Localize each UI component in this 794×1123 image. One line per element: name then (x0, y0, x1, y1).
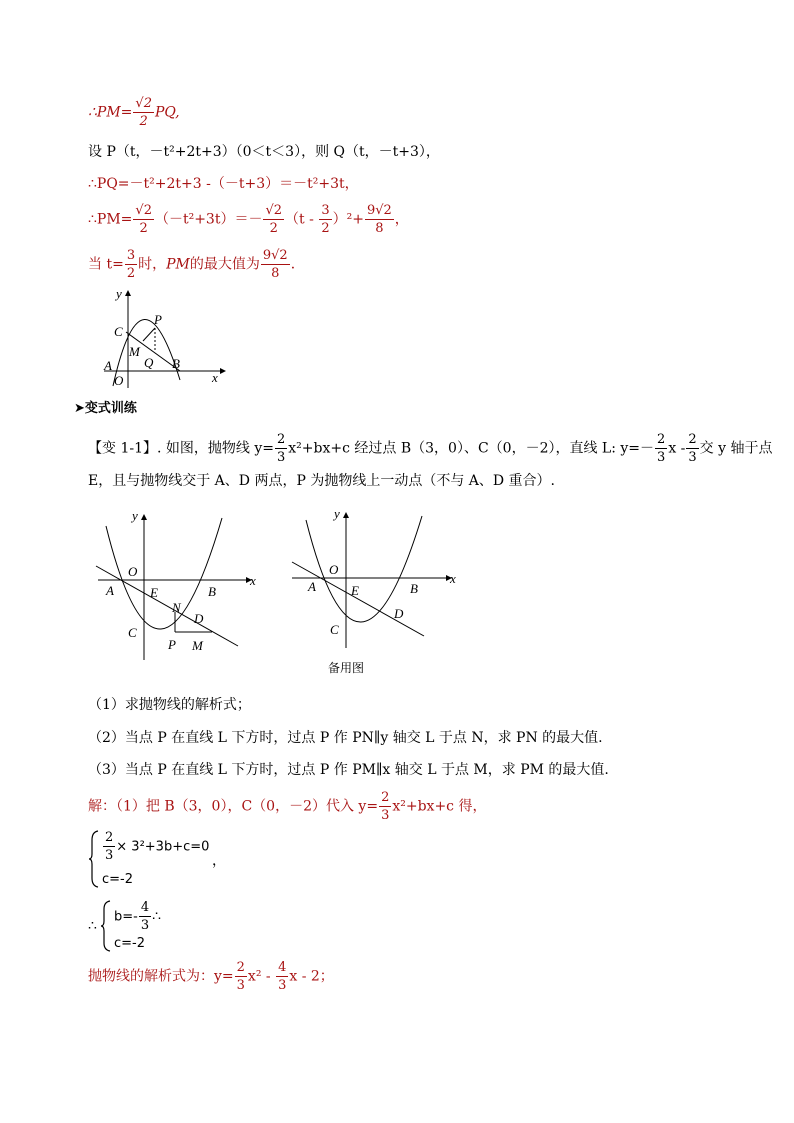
sqrt2-over-2-fraction (133, 96, 154, 129)
fraction-denominator: 8 (271, 266, 280, 281)
fig2-a-label: A (106, 583, 114, 598)
final-answer-line (88, 960, 334, 993)
sqrt2-over-2-fraction (263, 203, 284, 236)
question-2: （2）当点 P 在直线 L 下方时，过点 P 作 PN∥y 轴交 L 于点 N，求 PN 的最大值. (88, 730, 603, 746)
fraction-numerator: √2 (135, 96, 152, 111)
fig1-p-label: P (154, 312, 162, 327)
fig1-x-label: x (212, 370, 218, 385)
sqrt2-over-2-fraction (133, 203, 154, 236)
solution-line1-b: x²+bx+c 得， (392, 798, 487, 815)
fraction-numerator: 2 (381, 790, 390, 805)
fig3-e-label: E (351, 583, 359, 598)
two-thirds-fraction (686, 432, 698, 465)
solution-line1-a: 解：（1）把 B（3，0），C（0，－2）代入 y= (88, 798, 379, 815)
figure-caption-spare: 备用图 (328, 661, 365, 675)
system2-row1-tail: ∴ (152, 908, 162, 925)
system1-row1 (102, 830, 209, 863)
fraction-numerator: 2 (105, 830, 114, 845)
fig1-o-label: O (114, 373, 124, 388)
fig3-y-label: y (334, 506, 340, 521)
system1-row1-tail: × 3²+3b+c=0 (116, 839, 210, 855)
figure-parabola-spare (288, 506, 468, 666)
fraction-denominator: 2 (126, 266, 136, 281)
fig2-b-label: B (208, 584, 216, 599)
fraction-numerator: 2 (277, 432, 286, 447)
when-t-mid: 时， (138, 256, 167, 273)
equation-system-2 (88, 900, 268, 956)
fig1-y-label: y (116, 286, 122, 301)
fraction-denominator: 3 (657, 450, 666, 465)
fraction-numerator: 3 (321, 203, 330, 218)
fig3-d-label: D (394, 606, 404, 621)
fig2-e-label: E (150, 585, 158, 600)
section-heading-practice: ➤变式训练 (74, 401, 137, 416)
fig2-n-label: N (172, 600, 181, 615)
fraction-numerator: 2 (236, 960, 245, 975)
fraction-denominator: 3 (236, 978, 245, 993)
fraction-denominator: 2 (321, 221, 330, 236)
fraction-numerator: 4 (140, 900, 150, 915)
system2-row2: c=-2 (114, 936, 146, 951)
fraction-numerator: 9√2 (262, 248, 288, 263)
solution-line-pq: ∴PQ=－t²+2t+3 -（－t+3）＝－t²+3t， (88, 176, 359, 192)
fig2-m-label: M (192, 638, 203, 653)
system1-row2: c=-2 (102, 872, 134, 887)
three-halves-fraction (319, 203, 331, 236)
problem-line1-c: x - (668, 440, 686, 457)
four-thirds-fraction (139, 900, 151, 933)
problem-statement-line2: E，且与抛物线交于 A、D 两点，P 为抛物线上一动点（不与 A、D 重合）. (88, 473, 556, 489)
fig1-c-label: C (114, 324, 123, 339)
pm-eq-suffix: PQ, (154, 104, 180, 121)
problem-statement-line1 (88, 432, 772, 465)
four-thirds-fraction (276, 960, 288, 993)
two-thirds-fraction (275, 432, 287, 465)
solution-line-pm-expression (88, 203, 409, 236)
system2-row1 (114, 900, 161, 933)
when-t-prefix: 当 t= (88, 256, 124, 273)
pm-expr-mid1: （－t²+3t）＝－ (154, 211, 263, 228)
fraction-denominator: 3 (277, 450, 286, 465)
three-halves-fraction (125, 248, 137, 281)
fig3-x-label: x (450, 571, 456, 586)
fig2-x-label: x (250, 573, 256, 588)
nine-sqrt2-over-8-fraction (261, 248, 290, 281)
fig1-q-label: Q (144, 355, 154, 370)
fig2-p-label: P (168, 637, 176, 652)
pm-expr-end: ， (394, 211, 409, 228)
fig3-o-label: O (329, 562, 339, 577)
fig2-c-label: C (128, 625, 137, 640)
fraction-denominator: 2 (139, 221, 148, 236)
pm-expr-mid3: ）²+ (332, 211, 364, 228)
fraction-denominator: 8 (375, 221, 384, 236)
fraction-denominator: 3 (278, 978, 287, 993)
fraction-numerator: 9√2 (366, 203, 392, 218)
fraction-denominator: 3 (140, 918, 150, 933)
fig3-a-label: A (308, 579, 316, 594)
fraction-denominator: 2 (269, 221, 278, 236)
fig1-b-label: B (172, 356, 180, 371)
figure-parabola-pn-pm (88, 506, 268, 666)
two-thirds-fraction (655, 432, 667, 465)
left-brace-icon (100, 900, 112, 952)
problem-line1-d: 交 y 轴于点 (699, 440, 773, 457)
fraction-denominator: 3 (381, 808, 390, 823)
max-value-end: ． (290, 256, 305, 273)
fig3-c-label: C (330, 622, 339, 637)
fig2-y-label: y (132, 508, 138, 523)
fraction-denominator: 3 (688, 450, 697, 465)
final-answer-a: 抛物线的解析式为：y= (88, 968, 234, 985)
fig3-b-label: B (410, 581, 418, 596)
fig2-o-label: O (128, 564, 138, 579)
question-1: （1）求抛物线的解析式； (88, 697, 251, 713)
fig2-d-label: D (194, 611, 204, 626)
two-thirds-fraction (235, 960, 247, 993)
final-answer-c: x - 2； (289, 968, 334, 985)
fig1-m-label: M (129, 344, 140, 359)
fraction-numerator: √2 (265, 203, 283, 218)
question-3: （3）当点 P 在直线 L 下方时，过点 P 作 PM∥x 轴交 L 于点 M，求 PM 的最大值. (88, 762, 609, 778)
system2-row1-head: b=- (114, 909, 138, 925)
pm-expr-mid2: （t - (285, 211, 319, 228)
two-thirds-fraction (103, 830, 115, 863)
fig1-a-label: A (104, 358, 112, 373)
pm-expr-prefix: ∴PM= (88, 211, 133, 228)
max-value-text: 的最大值为 (189, 256, 260, 273)
equation-system-1 (88, 830, 268, 890)
problem-line1-b: x²+bx+c 经过点 B（3，0）、C（0，－2），直线 L: y=－ (288, 440, 655, 457)
fraction-numerator: 2 (657, 432, 666, 447)
nine-sqrt2-over-8-fraction (365, 203, 394, 236)
fraction-numerator: √2 (135, 203, 152, 218)
fraction-numerator: 3 (126, 248, 136, 263)
problem-line1-a: 【变 1-1】. 如图，抛物线 y= (88, 440, 274, 457)
fraction-numerator: 4 (278, 960, 287, 975)
pm-symbol: PM (166, 256, 190, 273)
figure-parabola-pm (98, 284, 238, 394)
two-thirds-fraction (379, 790, 391, 823)
fraction-denominator: 2 (139, 114, 148, 129)
left-brace-icon (88, 830, 100, 888)
pm-eq-prefix: ∴PM= (88, 104, 133, 121)
system1-end: ， (212, 853, 226, 869)
fraction-numerator: 2 (688, 432, 697, 447)
fraction-denominator: 3 (105, 848, 114, 863)
solution-line-pm-pq (88, 96, 180, 129)
system2-prefix: ∴ (88, 918, 97, 934)
solution-line-max-value (88, 248, 305, 281)
final-answer-b: x² - (247, 968, 276, 985)
solution-substitute-line (88, 790, 486, 823)
solution-line-set-p: 设 P（t，－t²+2t+3）（0＜t＜3），则 Q（t，－t+3）， (88, 144, 440, 160)
